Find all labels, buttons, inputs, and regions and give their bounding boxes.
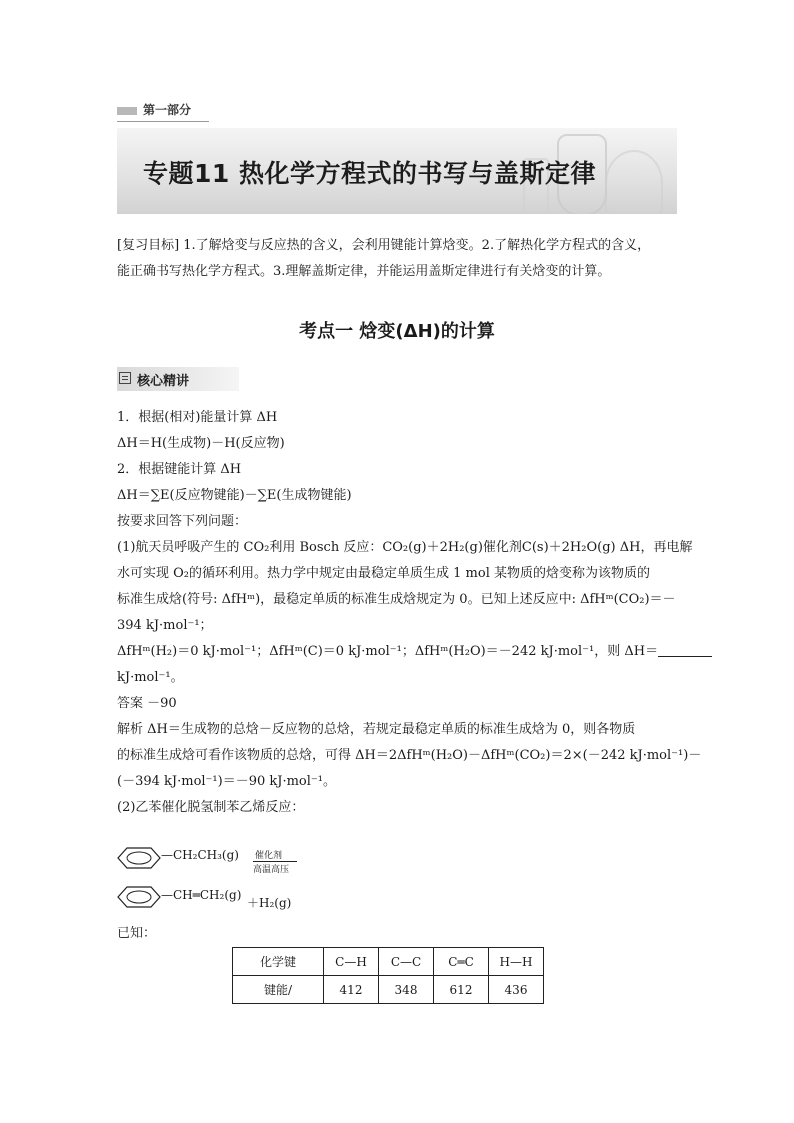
analysis-line: 解析 ΔH＝生成物的总焓－反应物的总焓，若规定最稳定单质的标准生成焓为 0，则各物质 xyxy=(117,722,636,737)
table-row xyxy=(233,976,544,1004)
core-label: 核心精讲 xyxy=(137,374,190,389)
benzene-ring-icon xyxy=(117,886,161,908)
table-cell: 412 xyxy=(324,976,379,1004)
body-line: ΔH＝H(生成物)－H(反应物) xyxy=(117,436,285,451)
body-line: (2)乙苯催化脱氢制苯乙烯反应： xyxy=(117,800,305,815)
analysis-line: (－394 kJ·mol⁻¹)＝－90 kJ·mol⁻¹。 xyxy=(117,774,336,789)
review-goals xyxy=(117,233,677,285)
table-cell: C—C xyxy=(379,948,434,976)
table-cell: C═C xyxy=(434,948,489,976)
beaker-decoration-icon xyxy=(605,150,663,214)
body-line: 394 kJ·mol⁻¹； xyxy=(117,618,213,633)
body-line: 按要求回答下列问题： xyxy=(117,514,248,529)
goals-line-2: 能正确书写热化学方程式。3.理解盖斯定律，并能运用盖斯定律进行有关焓变的计算。 xyxy=(117,264,611,279)
section-heading: 考点一 焓变(ΔH)的计算 xyxy=(299,321,495,342)
topic-banner xyxy=(117,128,677,214)
table-cell: 化学键 xyxy=(233,948,324,976)
section-tag-rule xyxy=(117,121,209,122)
bond-energy-table xyxy=(232,947,544,1004)
table-cell: H—H xyxy=(489,948,544,976)
table-cell: 键能/ xyxy=(233,976,324,1004)
product-formula: —CH═CH₂(g) xyxy=(161,888,242,902)
notes-icon xyxy=(119,372,131,384)
section-tag-text: 第一部分 xyxy=(143,103,192,117)
hydrogen-product: ＋H₂(g) xyxy=(247,896,292,910)
body-line: (1)航天员呼吸产生的 CO₂利用 Bosch 反应：CO₂(g)＋2H₂(g)催化剂C(s)＋2H₂O(g) ΔH，再电解 xyxy=(117,540,693,555)
table-cell: 436 xyxy=(489,976,544,1004)
section-tag xyxy=(117,101,209,121)
known-label: 已知： xyxy=(117,926,157,941)
table-row xyxy=(233,948,544,976)
reactant-formula: —CH₂CH₃(g) xyxy=(161,848,239,862)
body-line: 1．根据(相对)能量计算 ΔH xyxy=(117,410,278,425)
core-label-box xyxy=(117,367,239,391)
condition-temp-pressure: 高温高压 xyxy=(253,865,290,875)
banner-title: 专题11 热化学方程式的书写与盖斯定律 xyxy=(143,159,596,188)
table-cell: C—H xyxy=(324,948,379,976)
body-line: 标准生成焓(符号: ΔfHᵐ)，最稳定单质的标准生成焓规定为 0。已知上述反应中: ΔfHᵐ(CO₂)＝－ xyxy=(117,592,676,607)
goals-line-1: [复习目标] 1.了解焓变与反应热的含义，会利用键能计算焓变。2.了解热化学方程式的含义， xyxy=(117,238,651,253)
table-cell: 348 xyxy=(379,976,434,1004)
analysis-line: 的标准生成焓可看作该物质的总焓，可得 ΔH＝2ΔfHᵐ(H₂O)－ΔfHᵐ(CO₂)＝2×(－242 kJ·mol⁻¹)－ xyxy=(117,748,702,763)
answer-blank[interactable] xyxy=(658,642,712,657)
body-line: ΔH＝∑E(反应物键能)－∑E(生成物键能) xyxy=(117,488,352,503)
benzene-ring-icon xyxy=(117,847,161,869)
body-line xyxy=(117,639,679,665)
table-cell: 612 xyxy=(434,976,489,1004)
section-tag-bar xyxy=(117,107,137,115)
body-line: kJ·mol⁻¹。 xyxy=(117,670,184,685)
condition-catalyst: 催化剂 xyxy=(255,851,283,861)
body-content xyxy=(117,405,702,821)
body-line: 水可实现 O₂的循环利用。热力学中规定由最稳定单质生成 1 mol 某物质的焓变称为该物质的 xyxy=(117,566,650,581)
body-line-text: ΔfHᵐ(H₂)＝0 kJ·mol⁻¹；ΔfHᵐ(C)＝0 kJ·mol⁻¹；ΔfHᵐ(H₂O)＝－242 kJ·mol⁻¹，则 ΔH＝ xyxy=(117,644,659,659)
body-line: 2．根据键能计算 ΔH xyxy=(117,462,242,477)
answer-line: 答案 －90 xyxy=(117,696,177,711)
reaction-equation xyxy=(117,842,417,912)
